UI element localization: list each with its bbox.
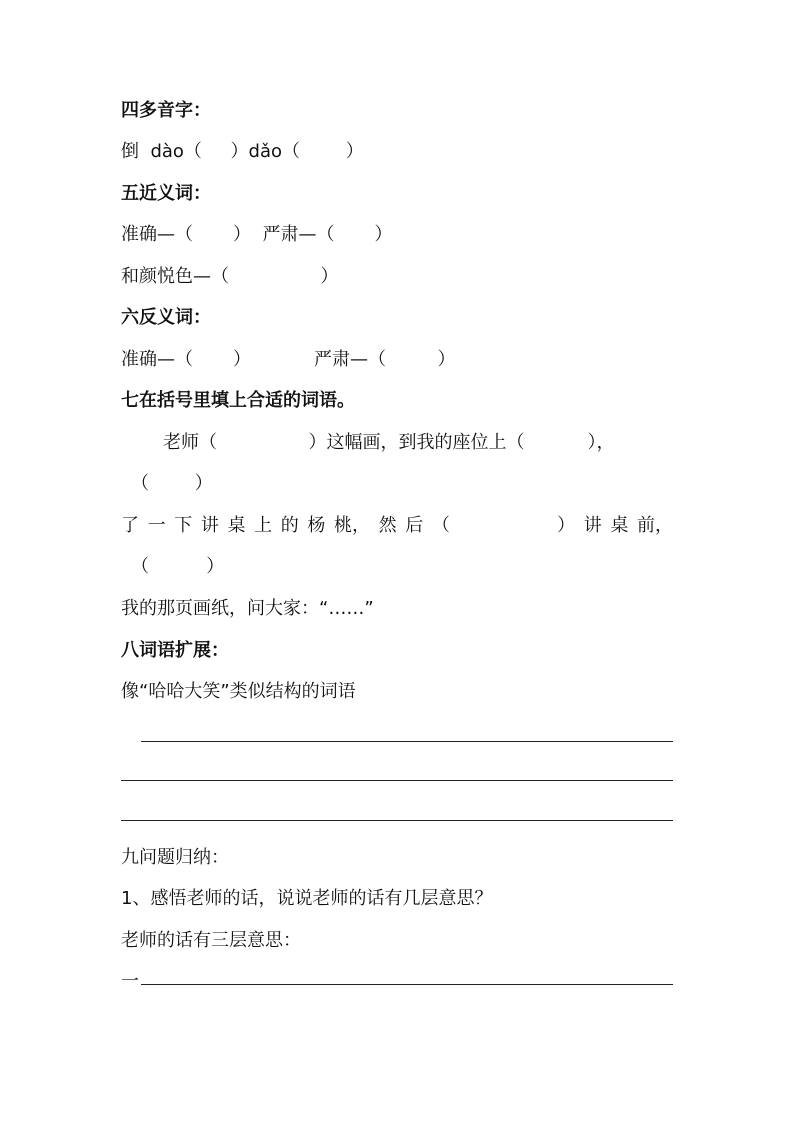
answer-rule-4: [141, 984, 673, 985]
answer-rule-2: [121, 780, 673, 781]
section-8-heading: 八词语扩展：: [121, 640, 229, 661]
fill-token: 一: [147, 515, 166, 536]
antonym-line: 准确—（ ） 严肃—（ ）: [121, 349, 456, 370]
fill-token: 桌: [227, 515, 246, 536]
fill-token: 然: [378, 515, 397, 536]
section-7-heading: 七在括号里填上合适的词语。: [121, 390, 355, 411]
section-9-heading: 九问题归纳：: [121, 847, 229, 868]
section-6-heading: 六反义词：: [121, 307, 211, 328]
extension-prompt: 像“哈哈大笑”类似结构的词语: [121, 681, 356, 702]
fill-line-3: 我的那页画纸，问大家：“……”: [121, 598, 374, 619]
section-5-heading: 五近义词：: [121, 183, 211, 204]
question-1: 1、感悟老师的话，说说老师的话有几层意思？: [121, 888, 493, 909]
section-4-heading: 四多音字：: [121, 100, 211, 121]
answer-intro: 老师的话有三层意思：: [121, 930, 301, 951]
answer-item-1-label: 一: [121, 971, 139, 992]
synonym-line-2: 和颜悦色—（ ）: [121, 266, 339, 287]
polyphone-line: 倒 dào（ ）dǎo（ ）: [121, 141, 364, 162]
fill-token: 前，: [637, 515, 673, 536]
fill-token: 杨: [307, 515, 326, 536]
fill-token: 讲: [200, 515, 219, 536]
fill-line-2: [121, 514, 673, 538]
fill-token: ）: [557, 515, 576, 536]
fill-token: 桌: [610, 515, 629, 536]
fill-blank-space: [459, 514, 549, 538]
answer-rule-3: [121, 820, 673, 821]
answer-rule-1: [141, 741, 673, 742]
fill-token: 下: [174, 515, 193, 536]
fill-token: 上: [254, 515, 273, 536]
fill-token: 了: [121, 515, 139, 536]
fill-line-1: 老师（ ）这幅画，到我的座位上（ ），: [163, 432, 615, 453]
fill-token: 讲: [583, 515, 602, 536]
fill-line-1-blank: （ ）: [131, 473, 213, 494]
fill-line-2-blank: （ ）: [131, 556, 225, 577]
synonym-line-1: 准确—（ ） 严肃—（ ）: [121, 224, 393, 245]
fill-token: 桃，: [334, 515, 370, 536]
fill-token: 后: [405, 515, 424, 536]
fill-token: 的: [280, 515, 299, 536]
fill-token: （: [431, 515, 450, 536]
